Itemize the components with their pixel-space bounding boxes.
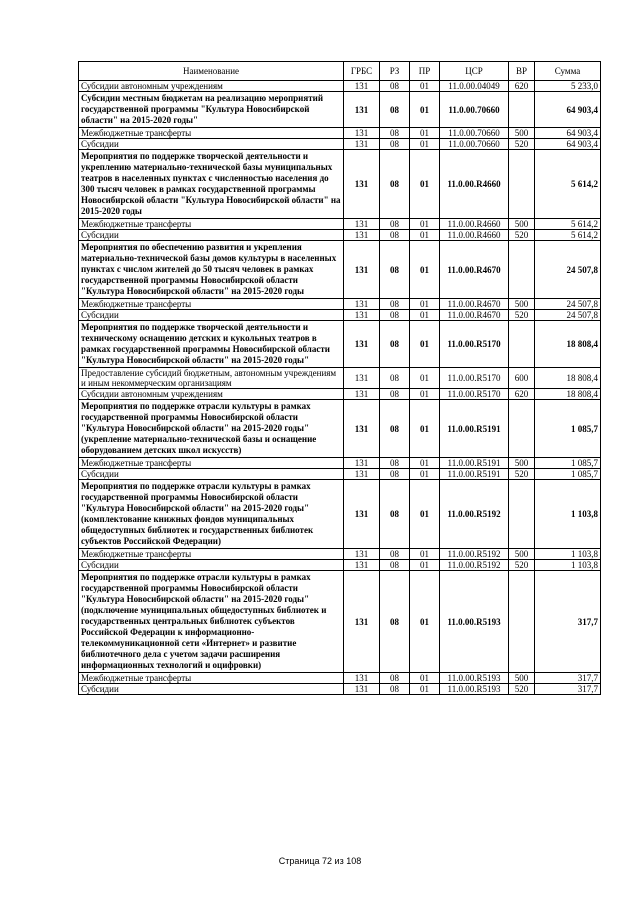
- cell-grbs: 131: [344, 571, 380, 673]
- cell-name: Субсидии: [79, 310, 344, 321]
- cell-vr: [509, 571, 535, 673]
- cell-pr: 01: [410, 321, 440, 368]
- cell-csr: 11.0.00.R4670: [440, 310, 509, 321]
- cell-rz: 08: [380, 368, 410, 389]
- cell-name: Межбюджетные трансферты: [79, 219, 344, 230]
- cell-grbs: 131: [344, 549, 380, 560]
- table-row: [79, 684, 601, 695]
- cell-csr: 11.0.00.R4660: [440, 230, 509, 241]
- table-header-row: [79, 62, 601, 81]
- cell-sum: 24 507,8: [535, 299, 601, 310]
- cell-sum: 5 233,0: [535, 81, 601, 92]
- budget-table: [78, 61, 601, 695]
- header-csr: ЦСР: [440, 62, 509, 81]
- cell-rz: 08: [380, 310, 410, 321]
- cell-pr: 01: [410, 571, 440, 673]
- table-row: [79, 549, 601, 560]
- cell-name: Предоставление субсидий бюджетным, автономным учреждениям и иным некоммерческим организациям: [79, 368, 344, 389]
- cell-rz: 08: [380, 128, 410, 139]
- cell-rz: 08: [380, 81, 410, 92]
- cell-rz: 08: [380, 549, 410, 560]
- cell-name: Субсидии автономным учреждениям: [79, 389, 344, 400]
- table-row-program: [79, 400, 601, 458]
- cell-grbs: 131: [344, 241, 380, 299]
- page-number: Страница 72 из 108: [278, 856, 362, 866]
- cell-csr: 11.0.00.R4670: [440, 299, 509, 310]
- cell-grbs: 131: [344, 368, 380, 389]
- cell-grbs: 131: [344, 310, 380, 321]
- cell-csr: 11.0.00.R4660: [440, 219, 509, 230]
- cell-sum: 64 903,4: [535, 128, 601, 139]
- cell-pr: 01: [410, 673, 440, 684]
- cell-sum: 64 903,4: [535, 92, 601, 128]
- cell-name: Мероприятия по обеспечению развития и укрепления материально-технической базы домов культуры в населенных пунктах с числом жителей до 50 тысяч человек в рамках государственной программы Новосибирской области "Культура Новосибирской области" на 2015-2020 годы: [79, 241, 344, 299]
- table-row: [79, 139, 601, 150]
- cell-vr: 520: [509, 684, 535, 695]
- cell-sum: 1 103,8: [535, 549, 601, 560]
- table-row: [79, 458, 601, 469]
- cell-rz: 08: [380, 219, 410, 230]
- table-row: [79, 128, 601, 139]
- cell-csr: 11.0.00.R5193: [440, 571, 509, 673]
- cell-pr: 01: [410, 219, 440, 230]
- table-body: [79, 62, 601, 695]
- cell-grbs: 131: [344, 219, 380, 230]
- cell-grbs: 131: [344, 139, 380, 150]
- cell-name: Субсидии: [79, 230, 344, 241]
- cell-pr: 01: [410, 128, 440, 139]
- header-pr: ПР: [410, 62, 440, 81]
- cell-pr: 01: [410, 139, 440, 150]
- header-sum: Сумма: [535, 62, 601, 81]
- cell-grbs: 131: [344, 128, 380, 139]
- cell-grbs: 131: [344, 684, 380, 695]
- cell-vr: 500: [509, 128, 535, 139]
- cell-csr: 11.0.00.R5191: [440, 469, 509, 480]
- cell-csr: 11.0.00.R5170: [440, 368, 509, 389]
- cell-vr: 500: [509, 673, 535, 684]
- cell-rz: 08: [380, 230, 410, 241]
- cell-grbs: 131: [344, 560, 380, 571]
- cell-name: Субсидии автономным учреждениям: [79, 81, 344, 92]
- cell-vr: 500: [509, 219, 535, 230]
- cell-rz: 08: [380, 480, 410, 549]
- cell-pr: 01: [410, 230, 440, 241]
- cell-name: Межбюджетные трансферты: [79, 673, 344, 684]
- table-row: [79, 389, 601, 400]
- cell-pr: 01: [410, 150, 440, 219]
- cell-pr: 01: [410, 480, 440, 549]
- cell-vr: [509, 150, 535, 219]
- cell-vr: [509, 321, 535, 368]
- cell-pr: 01: [410, 368, 440, 389]
- table-row: [79, 81, 601, 92]
- cell-csr: 11.0.00.70660: [440, 92, 509, 128]
- cell-sum: 1 085,7: [535, 458, 601, 469]
- cell-vr: 620: [509, 389, 535, 400]
- table-row: [79, 368, 601, 389]
- cell-sum: 64 903,4: [535, 139, 601, 150]
- cell-csr: 11.0.00.R5192: [440, 549, 509, 560]
- cell-vr: [509, 241, 535, 299]
- cell-sum: 1 103,8: [535, 560, 601, 571]
- cell-name: Мероприятия по поддержке творческой деятельности и укреплению материально-технической базы муниципальных театров в населенных пунктах с численностью населения до 300 тысяч человек в рамках государственной программы Новосибирской области "Культура Новосибирской области" на 2015-2020 годы: [79, 150, 344, 219]
- cell-name: Субсидии: [79, 139, 344, 150]
- cell-grbs: 131: [344, 299, 380, 310]
- cell-name: Межбюджетные трансферты: [79, 458, 344, 469]
- cell-rz: 08: [380, 321, 410, 368]
- cell-csr: 11.0.00.70660: [440, 128, 509, 139]
- cell-vr: 500: [509, 299, 535, 310]
- cell-vr: 520: [509, 139, 535, 150]
- cell-pr: 01: [410, 310, 440, 321]
- table-row-program: [79, 571, 601, 673]
- cell-rz: 08: [380, 684, 410, 695]
- cell-name: Мероприятия по поддержке отрасли культуры в рамках государственной программы Новосибирской области "Культура Новосибирской области" на 2015-2020 годы" (укрепление материально-технической базы и оснащение оборудованием детских школ искусств): [79, 400, 344, 458]
- header-grbs: ГРБС: [344, 62, 380, 81]
- cell-rz: 08: [380, 571, 410, 673]
- cell-grbs: 131: [344, 469, 380, 480]
- cell-rz: 08: [380, 469, 410, 480]
- cell-name: Субсидии: [79, 684, 344, 695]
- cell-vr: 520: [509, 469, 535, 480]
- cell-vr: [509, 92, 535, 128]
- cell-sum: 317,7: [535, 684, 601, 695]
- table-row: [79, 230, 601, 241]
- cell-pr: 01: [410, 241, 440, 299]
- table-row-program: [79, 92, 601, 128]
- cell-sum: 1 103,8: [535, 480, 601, 549]
- cell-name: Мероприятия по поддержке творческой деятельности и техническому оснащению детских и кукольных театров в рамках государственной программы Новосибирской области "Культура Новосибирской области" на 2015-2020 годы": [79, 321, 344, 368]
- cell-csr: 11.0.00.R5192: [440, 480, 509, 549]
- cell-csr: 11.0.00.R4660: [440, 150, 509, 219]
- cell-pr: 01: [410, 299, 440, 310]
- cell-grbs: 131: [344, 389, 380, 400]
- cell-csr: 11.0.00.R5193: [440, 684, 509, 695]
- header-vr: ВР: [509, 62, 535, 81]
- cell-grbs: 131: [344, 400, 380, 458]
- cell-name: Межбюджетные трансферты: [79, 128, 344, 139]
- cell-grbs: 131: [344, 230, 380, 241]
- cell-grbs: 131: [344, 321, 380, 368]
- cell-vr: 620: [509, 81, 535, 92]
- table-row: [79, 299, 601, 310]
- cell-pr: 01: [410, 458, 440, 469]
- cell-csr: 11.0.00.R5170: [440, 389, 509, 400]
- cell-sum: 5 614,2: [535, 219, 601, 230]
- cell-sum: 24 507,8: [535, 310, 601, 321]
- table-row: [79, 560, 601, 571]
- cell-csr: 11.0.00.70660: [440, 139, 509, 150]
- cell-rz: 08: [380, 241, 410, 299]
- cell-name: Мероприятия по поддержке отрасли культуры в рамках государственной программы Новосибирской области "Культура Новосибирской области" на 2015-2020 годы" (подключение муниципальных общедоступных библиотек и государственных центральных библиотек субъектов Российской Федерации к информационно-телекоммуникационной сети «Интернет» и развитие библиотечного дела с учетом задачи расширения информационных технологий и оцифровки): [79, 571, 344, 673]
- cell-grbs: 131: [344, 480, 380, 549]
- cell-csr: 11.0.00.R5192: [440, 560, 509, 571]
- cell-pr: 01: [410, 92, 440, 128]
- table-row: [79, 310, 601, 321]
- cell-csr: 11.0.00.R4670: [440, 241, 509, 299]
- cell-rz: 08: [380, 299, 410, 310]
- cell-grbs: 131: [344, 150, 380, 219]
- cell-csr: 11.0.00.R5191: [440, 458, 509, 469]
- cell-pr: 01: [410, 560, 440, 571]
- cell-sum: 1 085,7: [535, 469, 601, 480]
- cell-name: Субсидии местным бюджетам на реализацию мероприятий государственной программы "Культура Новосибирской области" на 2015-2020 годы": [79, 92, 344, 128]
- cell-csr: 11.0.00.04049: [440, 81, 509, 92]
- cell-pr: 01: [410, 469, 440, 480]
- cell-pr: 01: [410, 684, 440, 695]
- cell-csr: 11.0.00.R5191: [440, 400, 509, 458]
- cell-vr: 520: [509, 230, 535, 241]
- table-row-program: [79, 241, 601, 299]
- cell-sum: 18 808,4: [535, 321, 601, 368]
- cell-vr: [509, 480, 535, 549]
- cell-name: Межбюджетные трансферты: [79, 549, 344, 560]
- cell-name: Субсидии: [79, 469, 344, 480]
- cell-sum: 317,7: [535, 571, 601, 673]
- cell-rz: 08: [380, 400, 410, 458]
- cell-rz: 08: [380, 389, 410, 400]
- cell-csr: 11.0.00.R5193: [440, 673, 509, 684]
- cell-vr: [509, 400, 535, 458]
- cell-vr: 500: [509, 549, 535, 560]
- cell-sum: 5 614,2: [535, 230, 601, 241]
- cell-sum: 18 808,4: [535, 368, 601, 389]
- header-name: Наименование: [79, 62, 344, 81]
- cell-sum: 18 808,4: [535, 389, 601, 400]
- cell-grbs: 131: [344, 458, 380, 469]
- table-row: [79, 219, 601, 230]
- cell-rz: 08: [380, 92, 410, 128]
- cell-grbs: 131: [344, 92, 380, 128]
- table-row-program: [79, 150, 601, 219]
- table-row: [79, 469, 601, 480]
- cell-rz: 08: [380, 139, 410, 150]
- cell-name: Межбюджетные трансферты: [79, 299, 344, 310]
- cell-sum: 24 507,8: [535, 241, 601, 299]
- cell-sum: 317,7: [535, 673, 601, 684]
- table-row: [79, 673, 601, 684]
- cell-grbs: 131: [344, 673, 380, 684]
- cell-grbs: 131: [344, 81, 380, 92]
- cell-rz: 08: [380, 673, 410, 684]
- cell-vr: 500: [509, 458, 535, 469]
- cell-csr: 11.0.00.R5170: [440, 321, 509, 368]
- cell-pr: 01: [410, 400, 440, 458]
- table-row-program: [79, 480, 601, 549]
- cell-rz: 08: [380, 150, 410, 219]
- cell-name: Мероприятия по поддержке отрасли культуры в рамках государственной программы Новосибирской области "Культура Новосибирской области" на 2015-2020 годы" (комплектование книжных фондов муниципальных общедоступных библиотек и государственных библиотек субъектов Российской Федерации): [79, 480, 344, 549]
- header-rz: РЗ: [380, 62, 410, 81]
- cell-vr: 600: [509, 368, 535, 389]
- cell-name: Субсидии: [79, 560, 344, 571]
- table-row-program: [79, 321, 601, 368]
- cell-rz: 08: [380, 560, 410, 571]
- cell-vr: 520: [509, 310, 535, 321]
- cell-sum: 1 085,7: [535, 400, 601, 458]
- cell-pr: 01: [410, 389, 440, 400]
- cell-pr: 01: [410, 81, 440, 92]
- cell-rz: 08: [380, 458, 410, 469]
- cell-vr: 520: [509, 560, 535, 571]
- cell-sum: 5 614,2: [535, 150, 601, 219]
- cell-pr: 01: [410, 549, 440, 560]
